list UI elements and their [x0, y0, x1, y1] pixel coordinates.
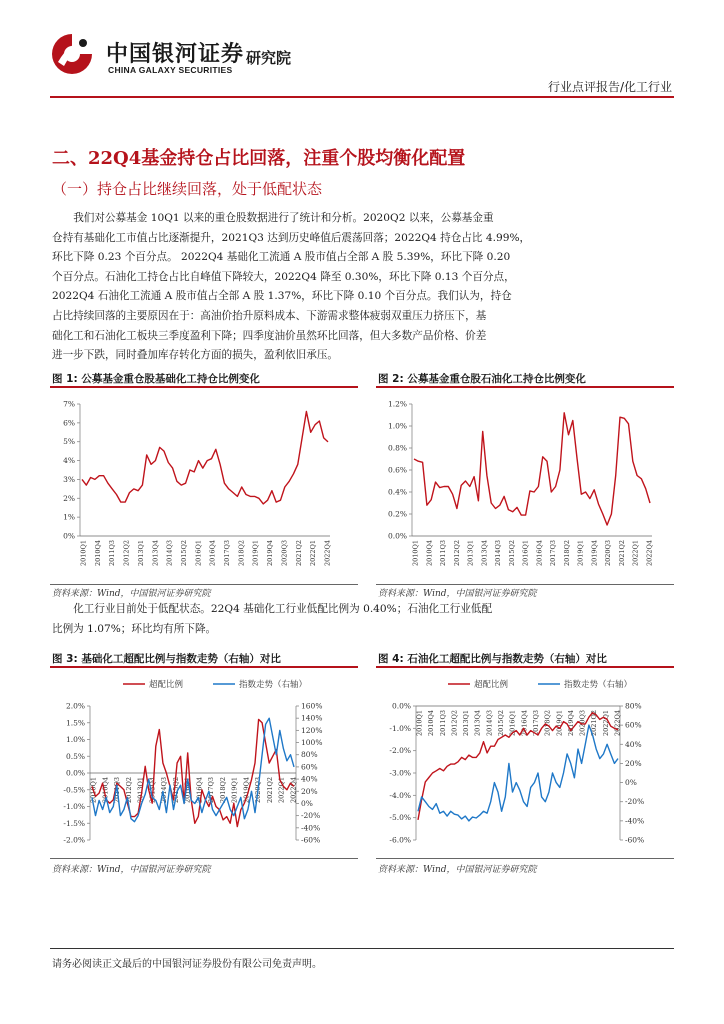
figure-4-bottom-rule [376, 858, 674, 859]
x-tick-label: 2022Q1 [309, 540, 318, 567]
x-tick-label: 2020Q3 [280, 540, 289, 567]
y-tick-label: -0.5% [63, 785, 85, 795]
y-tick-label: -1.0% [389, 723, 411, 733]
x-tick-label: 2016Q4 [208, 540, 217, 567]
paragraph-line: 2022Q4 石油化工流通 A 股市值占全部 A 股 1.37%，环比下降 0.10 个百分点。我们认为，持仓 [52, 290, 512, 303]
institute-label: 研究院 [246, 49, 292, 67]
report-category: 行业点评报告/化工行业 [547, 80, 672, 94]
x-tick-label: 2019Q4 [242, 777, 251, 804]
right-tick-label: -20% [301, 811, 321, 821]
x-tick-label: 2021Q2 [294, 540, 303, 567]
x-tick-label: 2010Q4 [93, 540, 102, 567]
legend-label: 指数走势（右轴） [239, 680, 308, 690]
y-tick-label: -4.0% [389, 790, 411, 800]
x-tick-label: 2014Q3 [494, 540, 503, 567]
series-line-primary [82, 412, 328, 504]
right-tick-label: -60% [301, 835, 321, 845]
x-tick-label: 2022Q4 [323, 540, 332, 567]
y-tick-label: -6.0% [389, 835, 411, 845]
x-tick-label: 2018Q2 [218, 777, 227, 804]
figure-1-source: 资料来源：Wind，中国银河证券研究院 [52, 589, 211, 599]
y-tick-label: -5.0% [389, 813, 411, 823]
right-tick-label: 20% [301, 786, 318, 796]
right-tick-label: 0% [301, 798, 313, 808]
right-tick-label: 160% [301, 701, 323, 711]
paragraph-line: 我们对公募基金 10Q1 以来的重仓股数据进行了统计和分析。2020Q2 以来，公募基金重 [73, 212, 494, 224]
galaxy-logo-icon [50, 32, 94, 76]
y-tick-label: 0.2% [387, 509, 407, 519]
x-tick-label: 2010Q1 [89, 777, 98, 804]
x-tick-label: 2017Q3 [223, 540, 232, 567]
right-tick-label: 80% [301, 750, 318, 760]
x-tick-label: 2010Q4 [425, 540, 434, 567]
figure-3-bottom-rule [50, 858, 358, 859]
x-tick-label: 2016Q1 [508, 710, 517, 737]
series-line-primary [414, 413, 650, 525]
y-tick-label: 5% [63, 437, 75, 447]
x-tick-label: 2011Q3 [438, 710, 447, 737]
x-tick-label: 2012Q2 [122, 540, 131, 567]
y-tick-label: 0.6% [387, 465, 407, 475]
right-tick-label: -20% [625, 797, 645, 807]
x-tick-label: 2015Q2 [171, 777, 180, 804]
x-tick-label: 2014Q3 [165, 540, 174, 567]
figure-3-title: 图 3: 基础化工超配比例与指数走势（右轴）对比 [52, 653, 281, 665]
y-tick-label: 0.4% [387, 487, 407, 497]
x-tick-label: 2019Q1 [251, 540, 260, 567]
paragraph-line: 环比下降 0.23 个百分点。 2022Q4 基础化工流通 A 股市值占全部 A 股 5.39%，环比下降 0.20 [52, 251, 511, 264]
y-tick-label: 0.0% [65, 768, 85, 778]
y-tick-label: -3.0% [389, 768, 411, 778]
x-tick-label: 2010Q1 [411, 540, 420, 567]
x-tick-label: 2018Q2 [562, 540, 571, 567]
x-tick-label: 2010Q4 [427, 710, 436, 737]
x-tick-label: 2010Q1 [79, 540, 88, 567]
disclaimer-footer: 请务必阅读正文最后的中国银河证券股份有限公司免责声明。 [52, 959, 322, 970]
x-tick-label: 2014Q3 [160, 777, 169, 804]
right-tick-label: 120% [301, 725, 323, 735]
y-tick-label: 3% [63, 474, 75, 484]
paragraph-line: 比例为 1.07%；环比均有所下降。 [52, 622, 217, 635]
figure-3-source: 资料来源：Wind，中国银河证券研究院 [52, 865, 211, 875]
x-tick-label: 2013Q1 [136, 777, 145, 804]
x-tick-label: 2022Q4 [645, 540, 654, 567]
paragraph-line: 占比持续回落的主要原因在于：高油价抬升原料成本、下游需求整体疲弱双重压力挤压下，基 [52, 309, 487, 322]
y-tick-label: 1.2% [387, 399, 407, 409]
body-paragraph-1 [52, 209, 674, 366]
y-tick-label: 0.5% [65, 751, 85, 761]
logo-text-cn: 中国银河证券 [106, 42, 245, 67]
x-tick-label: 2021Q2 [590, 710, 599, 737]
y-tick-label: 1% [63, 512, 75, 522]
right-tick-label: -40% [625, 816, 645, 826]
figure-2-rule [376, 386, 674, 388]
y-tick-label: -2.0% [63, 835, 85, 845]
x-tick-label: 2013Q4 [148, 777, 157, 804]
figure-4-source: 资料来源：Wind，中国银河证券研究院 [378, 865, 537, 875]
x-tick-label: 2022Q1 [277, 777, 286, 804]
y-tick-label: 0.0% [387, 531, 407, 541]
figure-2-source: 资料来源：Wind，中国银河证券研究院 [378, 589, 537, 599]
x-tick-label: 2014Q3 [485, 710, 494, 737]
logo-text-en: CHINA GALAXY SECURITIES [108, 65, 233, 75]
x-tick-label: 2016Q1 [183, 777, 192, 804]
y-tick-label: 0.0% [391, 701, 411, 711]
y-tick-label: 6% [63, 418, 75, 428]
x-tick-label: 2012Q2 [124, 777, 133, 804]
y-tick-label: 2% [63, 493, 75, 503]
x-tick-label: 2015Q2 [497, 710, 506, 737]
right-tick-label: -60% [625, 835, 645, 845]
right-tick-label: 40% [625, 739, 642, 749]
y-tick-label: 1.5% [65, 718, 85, 728]
x-tick-label: 2022Q1 [631, 540, 640, 567]
y-tick-label: 1.0% [65, 735, 85, 744]
y-tick-label: 0.8% [387, 443, 407, 453]
x-tick-label: 2013Q4 [473, 710, 482, 737]
paragraph-line: 化工行业目前处于低配状态。22Q4 基础化工行业低配比例为 0.40%；石油化工行业低配 [73, 603, 493, 615]
x-tick-label: 2016Q1 [521, 540, 530, 567]
x-tick-label: 2016Q4 [195, 777, 204, 804]
header-divider [50, 96, 674, 98]
right-tick-label: -40% [301, 823, 321, 833]
paragraph-line: 仓持有基础化工市值占比逐渐提升，2021Q3 达到历史峰值后震荡回落；2022Q4 持仓占比 4.99%， [52, 231, 531, 244]
x-tick-label: 2012Q2 [450, 710, 459, 737]
y-tick-label: -2.0% [389, 746, 411, 756]
right-tick-label: 40% [301, 774, 318, 784]
legend-label: 指数走势（右轴） [564, 680, 633, 690]
x-tick-label: 2017Q3 [531, 710, 540, 737]
y-tick-label: 2.0% [65, 701, 85, 711]
figure-1-title: 图 1: 公募基金重仓股基础化工持仓比例变化 [52, 373, 260, 385]
x-tick-label: 2019Q1 [576, 540, 585, 567]
figure-4-title: 图 4: 石油化工超配比例与指数走势（右轴）对比 [378, 653, 607, 665]
x-tick-label: 2018Q2 [237, 540, 246, 567]
x-tick-label: 2013Q1 [466, 540, 475, 567]
x-tick-label: 2016Q1 [194, 540, 203, 567]
series-line-index [418, 725, 618, 821]
x-tick-label: 2020Q3 [254, 777, 263, 804]
figure-1-chart [50, 390, 360, 582]
figure-3-rule [50, 666, 358, 668]
right-tick-label: 20% [625, 758, 642, 768]
x-tick-label: 2011Q3 [108, 540, 117, 567]
legend-label: 超配比例 [149, 680, 184, 690]
x-tick-label: 2015Q2 [507, 540, 516, 567]
x-tick-label: 2020Q3 [578, 710, 587, 737]
x-tick-label: 2019Q4 [590, 540, 599, 567]
x-tick-label: 2019Q1 [555, 710, 564, 737]
x-tick-label: 2019Q4 [266, 540, 275, 567]
x-tick-label: 2016Q4 [520, 710, 529, 737]
x-tick-label: 2021Q2 [617, 540, 626, 567]
x-tick-label: 2019Q4 [566, 710, 575, 737]
y-tick-label: 1.0% [387, 421, 407, 431]
x-tick-label: 2013Q4 [480, 540, 489, 567]
figure-2-chart [376, 390, 674, 582]
right-tick-label: 0% [625, 778, 637, 788]
paragraph-line: 个百分点。石油化工持仓占比自峰值下降较大，2022Q4 降至 0.30%，环比下降 0.13 个百分点， [52, 270, 515, 283]
right-tick-label: 80% [625, 701, 642, 711]
figure-4-chart [376, 670, 674, 856]
right-tick-label: 140% [301, 713, 323, 723]
x-tick-label: 2022Q1 [601, 710, 610, 737]
paragraph-line: 进一步下跌，同时叠加库存转化方面的损失，盈利依旧承压。 [52, 349, 339, 362]
section-title: 二、22Q4基金持仓占比回落，注重个股均衡化配置 [52, 148, 466, 169]
x-tick-label: 2010Q1 [415, 710, 424, 737]
paragraph-line: 础化工和石油化工板块三季度盈利下降；四季度油价虽然环比回落，但大多数产品价格、价差 [52, 329, 487, 342]
x-tick-label: 2011Q3 [113, 777, 122, 804]
x-tick-label: 2022Q4 [289, 777, 298, 804]
figure-1-rule [50, 386, 358, 388]
figure-1-bottom-rule [50, 584, 358, 585]
right-tick-label: 100% [301, 738, 323, 748]
x-tick-label: 2013Q4 [151, 540, 160, 567]
x-tick-label: 2016Q4 [535, 540, 544, 567]
figure-2-bottom-rule [376, 584, 674, 585]
x-tick-label: 2021Q2 [265, 777, 274, 804]
section-subtitle: （一）持仓占比继续回落，处于低配状态 [52, 180, 323, 198]
right-tick-label: 60% [301, 762, 318, 772]
y-tick-label: -1.0% [63, 802, 85, 811]
x-tick-label: 2015Q2 [179, 540, 188, 567]
x-tick-label: 2017Q3 [207, 777, 216, 804]
x-tick-label: 2017Q3 [549, 540, 558, 567]
x-tick-label: 2019Q1 [230, 777, 239, 804]
x-tick-label: 2011Q3 [439, 540, 448, 567]
x-tick-label: 2022Q4 [613, 710, 622, 737]
figure-2-title: 图 2: 公募基金重仓股石油化工持仓比例变化 [378, 373, 586, 385]
y-tick-label: -1.5% [63, 818, 85, 828]
page-header [0, 0, 724, 100]
y-tick-label: 0% [63, 531, 75, 541]
body-paragraph-2 [52, 600, 674, 639]
y-tick-label: 7% [63, 399, 75, 409]
right-tick-label: 60% [625, 720, 642, 730]
y-tick-label: 4% [63, 456, 75, 466]
x-tick-label: 2013Q1 [462, 710, 471, 737]
figure-3-chart [50, 670, 360, 856]
legend-label: 超配比例 [474, 680, 509, 690]
figure-4-rule [376, 666, 674, 668]
x-tick-label: 2020Q3 [604, 540, 613, 567]
x-tick-label: 2013Q1 [136, 540, 145, 567]
footer-divider [50, 948, 674, 949]
x-tick-label: 2018Q2 [543, 710, 552, 737]
x-tick-label: 2012Q2 [452, 540, 461, 567]
x-tick-label: 2010Q4 [101, 777, 110, 804]
